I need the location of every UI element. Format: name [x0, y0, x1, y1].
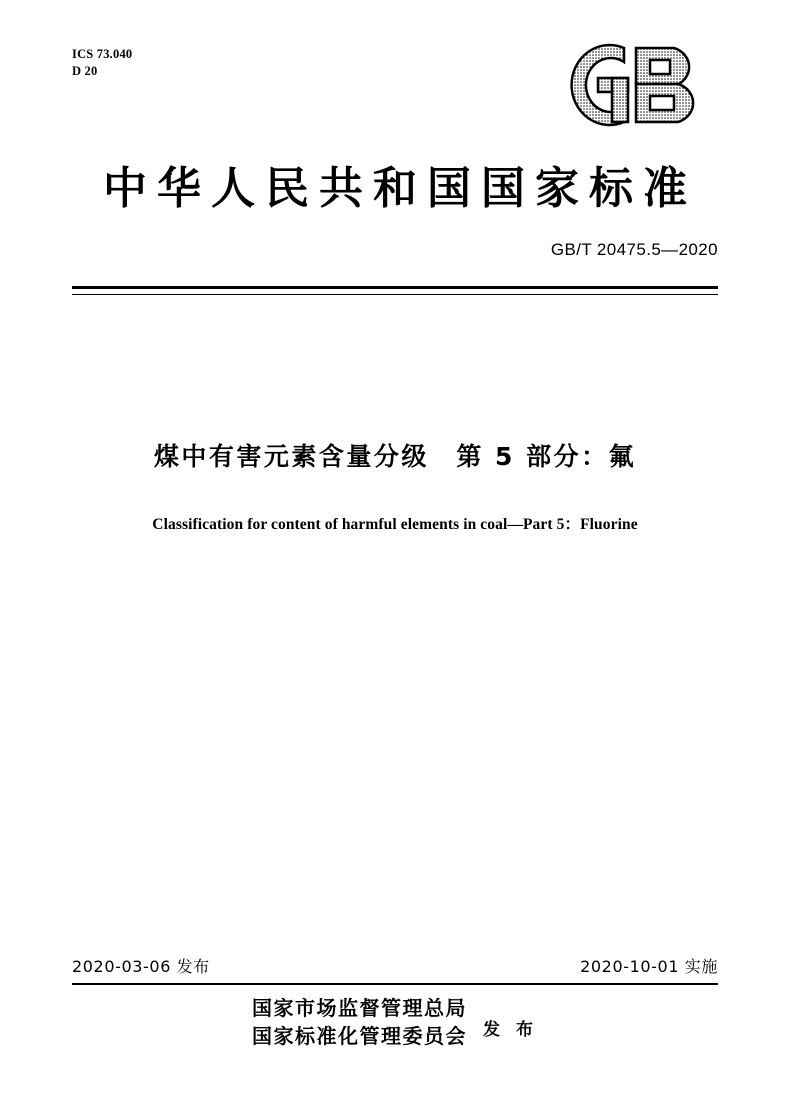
document-title-english: Classification for content of harmful elements in coal—Part 5：Fluorine [152, 516, 638, 533]
ics-code-block [72, 46, 132, 80]
publish-label: 发 布 [483, 1019, 538, 1040]
issue-date: 2020-03-06 发布 [72, 957, 210, 976]
standard-number: GB/T 20475.5—2020 [550, 240, 718, 259]
publisher-block [0, 994, 790, 1051]
gb-logo-icon [550, 42, 718, 128]
national-standard-title: 中华人民共和国国家标准 [103, 163, 697, 214]
header-divider-thick [72, 286, 718, 289]
classification-code: D 20 [72, 63, 98, 78]
publisher-names [252, 994, 467, 1051]
header-divider-thin [72, 294, 718, 295]
effective-date: 2020-10-01 实施 [580, 957, 718, 976]
footer-divider [72, 983, 718, 985]
publisher-name-1: 国家市场监督管理总局 [252, 996, 468, 1020]
document-title-chinese: 煤中有害元素含量分级 第 5 部分：氟 [153, 442, 637, 471]
publisher-name-2: 国家标准化管理委员会 [252, 1024, 468, 1049]
ics-code: ICS 73.040 [72, 47, 133, 61]
